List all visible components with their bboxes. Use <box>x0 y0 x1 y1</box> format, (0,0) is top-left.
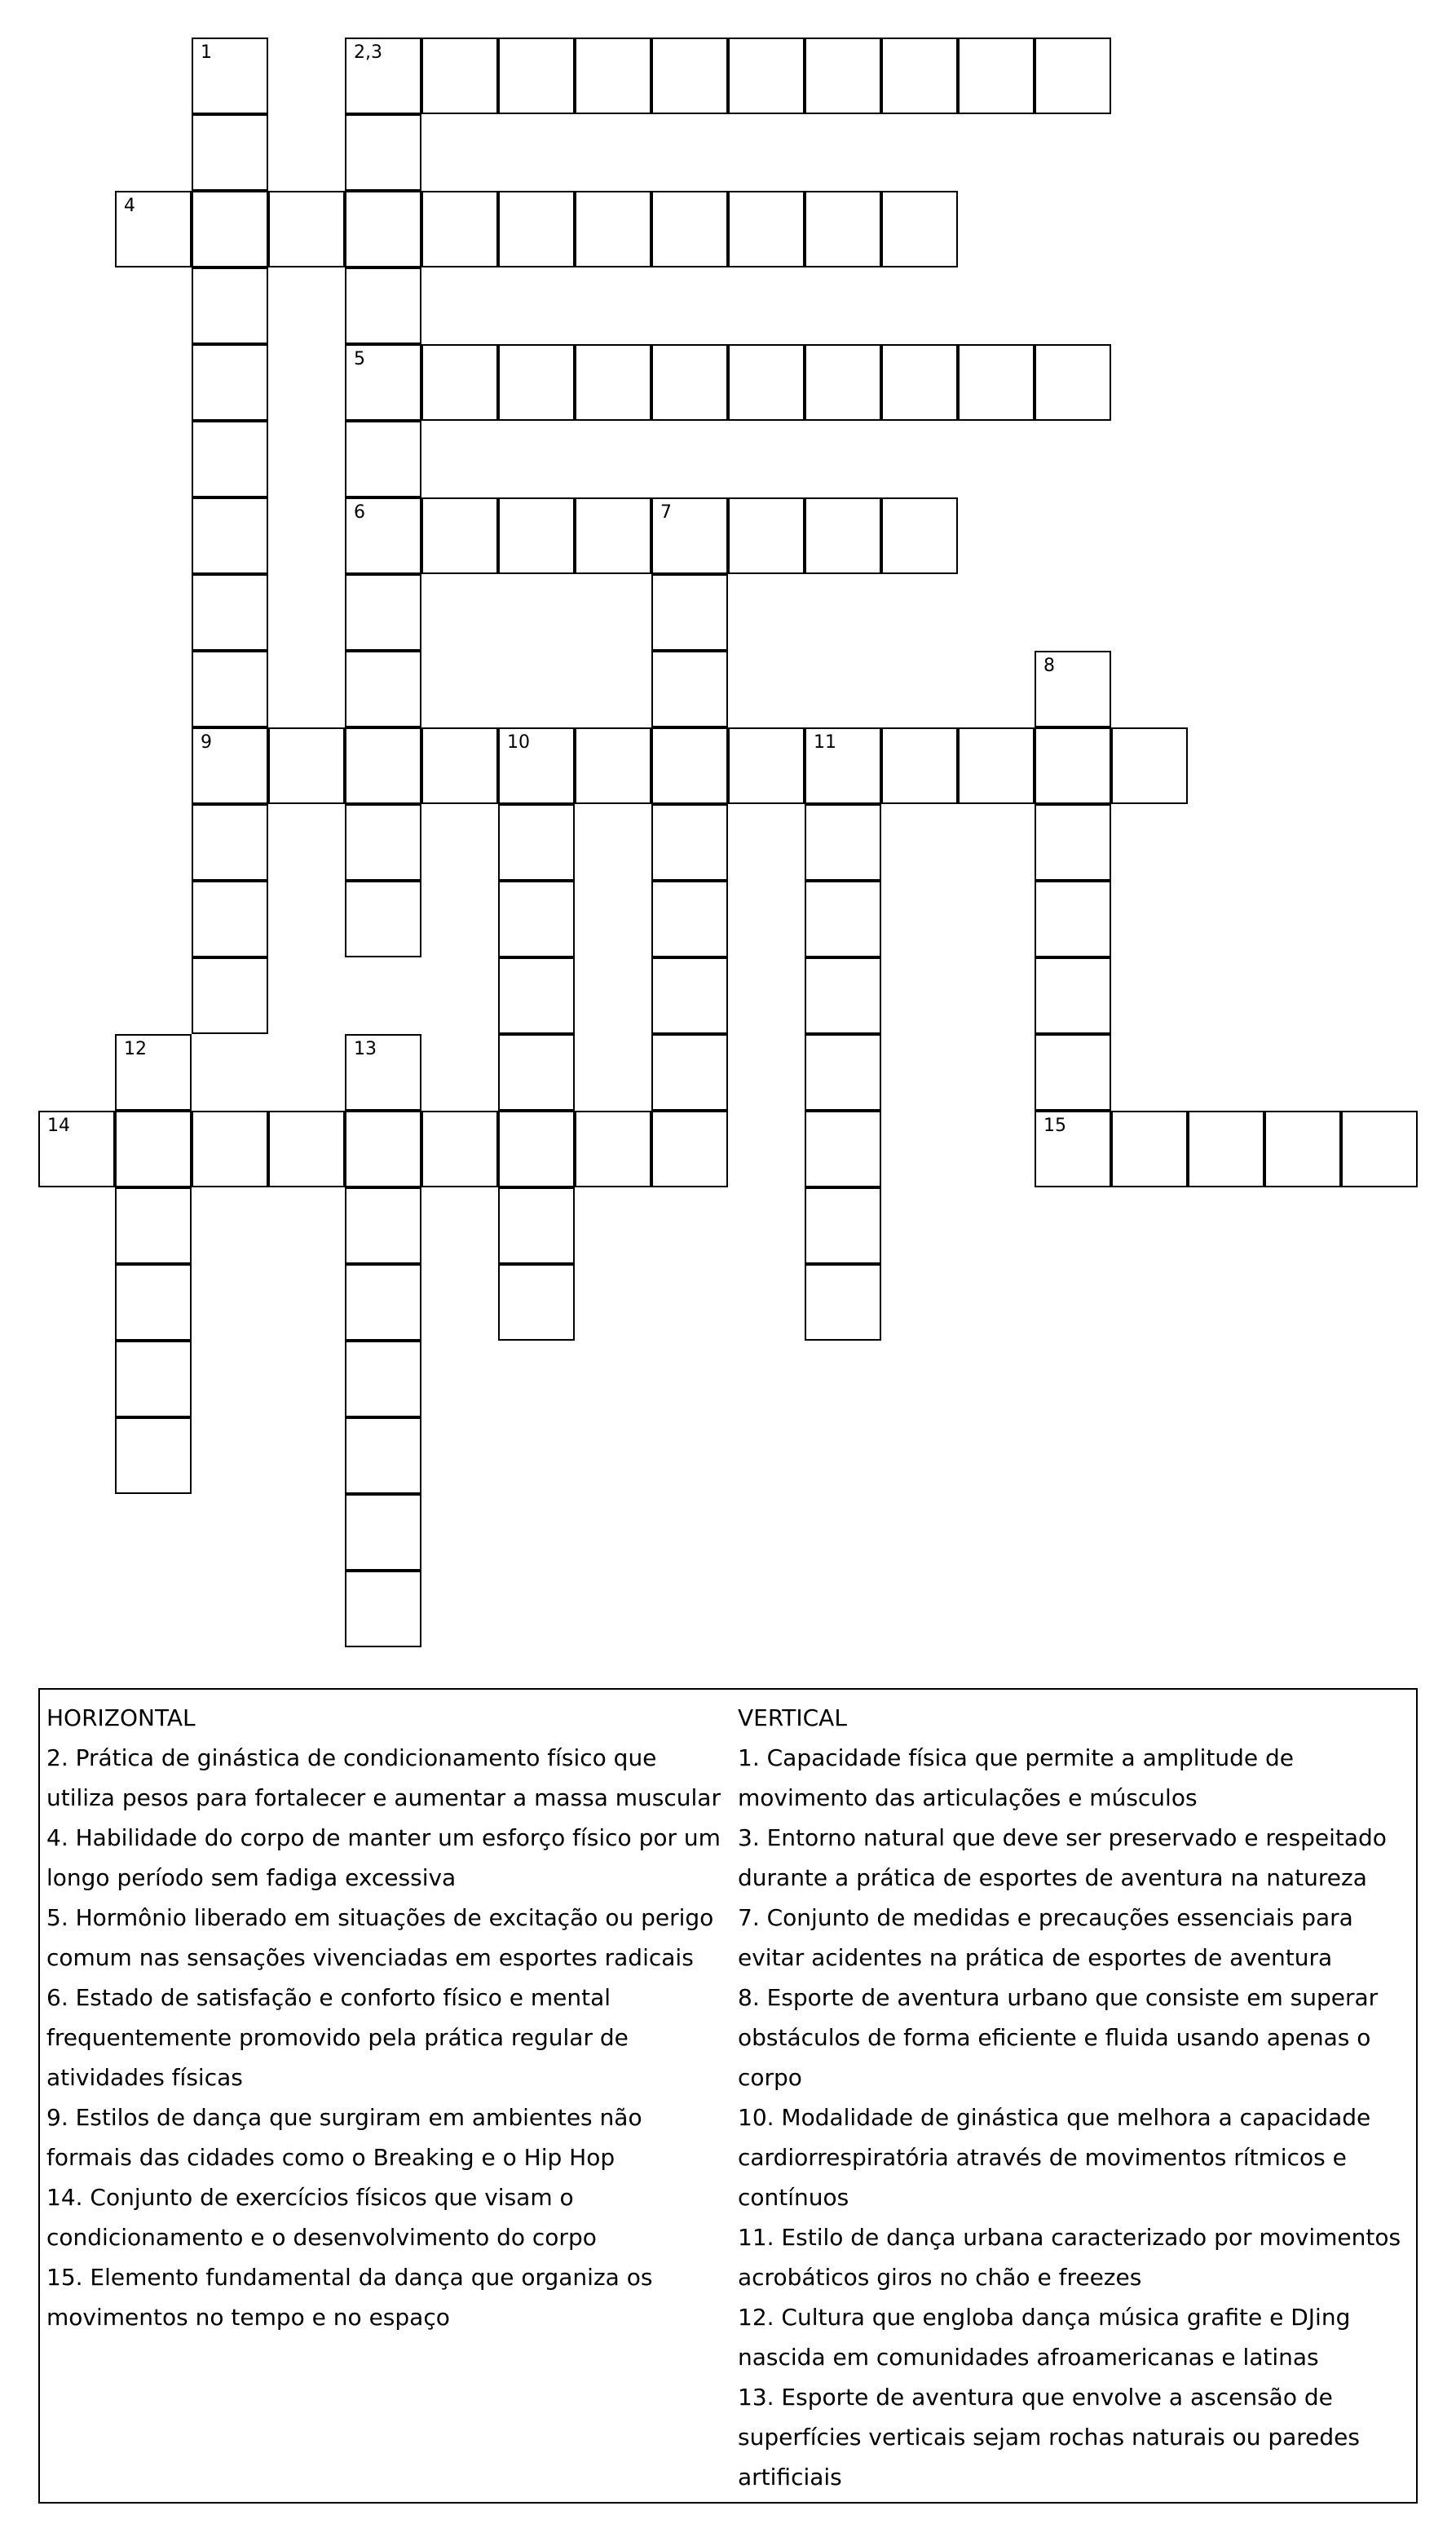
crossword-cell[interactable] <box>575 191 651 267</box>
clue-number: 9 <box>201 732 212 753</box>
crossword-cell[interactable] <box>421 38 498 114</box>
clue-v-13: 13. Esporte de aventura que envolve a ascensão de superfícies verticais sejam rochas naturais ou paredes artificiais <box>738 2384 1360 2491</box>
crossword-cell[interactable] <box>421 727 498 804</box>
crossword-cell[interactable] <box>651 1034 728 1111</box>
crossword-cell[interactable] <box>345 267 421 344</box>
crossword-cell[interactable] <box>1035 1111 1111 1187</box>
crossword-cell[interactable] <box>345 1494 421 1571</box>
clue-h-5: 5. Hormônio liberado em situações de excitação ou perigo comum nas sensações vivenciadas em esportes radicais <box>46 1904 714 1971</box>
crossword-cell[interactable] <box>728 191 805 267</box>
crossword-cell[interactable] <box>1035 1034 1111 1111</box>
crossword-cell[interactable] <box>192 1111 268 1187</box>
crossword-cell[interactable] <box>115 1111 192 1187</box>
clue-v-8: 8. Esporte de aventura urbano que consiste em superar obstáculos de forma eficiente e fluida usando apenas o corpo <box>738 1984 1379 2091</box>
crossword-cell[interactable] <box>192 191 268 267</box>
clue-number: 15 <box>1043 1116 1066 1136</box>
crossword-cell[interactable] <box>575 38 651 114</box>
crossword-cell[interactable] <box>498 727 575 804</box>
crossword-cell[interactable] <box>345 651 421 727</box>
crossword-cell[interactable] <box>421 191 498 267</box>
crossword-cell[interactable] <box>575 1111 651 1187</box>
crossword-cell[interactable] <box>345 1187 421 1264</box>
crossword-cell[interactable] <box>498 497 575 574</box>
crossword-cell[interactable] <box>345 38 421 114</box>
crossword-cell[interactable] <box>651 574 728 651</box>
crossword-cell[interactable] <box>421 344 498 421</box>
crossword-cell[interactable] <box>115 1187 192 1264</box>
clue-number: 6 <box>354 502 365 523</box>
clue-number: 11 <box>814 732 836 753</box>
crossword-cell[interactable] <box>498 881 575 957</box>
crossword-cell[interactable] <box>805 38 881 114</box>
crossword-cell[interactable] <box>192 574 268 651</box>
crossword-cell[interactable] <box>192 651 268 727</box>
crossword-cell[interactable] <box>881 344 958 421</box>
crossword-cell[interactable] <box>192 497 268 574</box>
crossword-cell[interactable] <box>805 497 881 574</box>
clue-h-14: 14. Conjunto de exercícios físicos que visam o condicionamento e o desenvolvimento do corpo <box>46 2184 597 2251</box>
crossword-cell[interactable] <box>651 1111 728 1187</box>
crossword-cell[interactable] <box>1264 1111 1341 1187</box>
crossword-cell[interactable] <box>268 727 345 804</box>
crossword-cell[interactable] <box>498 957 575 1034</box>
crossword-cell[interactable] <box>651 804 728 881</box>
crossword-cell[interactable] <box>881 727 958 804</box>
crossword-cell[interactable] <box>958 727 1035 804</box>
clue-h-9: 9. Estilos de dança que surgiram em ambientes não formais das cidades como o Breaking e o Hip Hop <box>46 2104 642 2171</box>
clue-v-10: 10. Modalidade de ginástica que melhora a capacidade cardiorrespiratória através de movimentos rítmicos e contínuos <box>738 2104 1371 2211</box>
clue-number: 12 <box>124 1039 147 1059</box>
crossword-cell[interactable] <box>651 38 728 114</box>
clue-number: 10 <box>507 732 530 753</box>
crossword-cell[interactable] <box>192 38 268 114</box>
crossword-cell[interactable] <box>1111 727 1188 804</box>
crossword-cell[interactable] <box>498 1111 575 1187</box>
crossword-cell[interactable] <box>115 1417 192 1494</box>
crossword-cell[interactable] <box>498 804 575 881</box>
crossword-cell[interactable] <box>1035 727 1111 804</box>
crossword-cell[interactable] <box>345 421 421 497</box>
crossword-cell[interactable] <box>1035 957 1111 1034</box>
clues-panel <box>38 1688 1418 2504</box>
crossword-cell[interactable] <box>575 344 651 421</box>
crossword-cell[interactable] <box>1035 38 1111 114</box>
crossword-cell[interactable] <box>115 1264 192 1341</box>
clue-number: 14 <box>47 1116 70 1136</box>
crossword-cell[interactable] <box>345 1264 421 1341</box>
crossword-cell[interactable] <box>345 727 421 804</box>
crossword-cell[interactable] <box>345 114 421 191</box>
crossword-cell[interactable] <box>1035 881 1111 957</box>
clue-number: 5 <box>354 349 365 369</box>
crossword-cell[interactable] <box>805 344 881 421</box>
crossword-cell[interactable] <box>958 344 1035 421</box>
crossword-cell[interactable] <box>192 727 268 804</box>
crossword-cell[interactable] <box>192 957 268 1034</box>
clue-h-6: 6. Estado de satisfação e conforto físico e mental frequentemente promovido pela prática regular de atividades físicas <box>46 1984 629 2091</box>
crossword-cell[interactable] <box>192 804 268 881</box>
crossword-cell[interactable] <box>1188 1111 1264 1187</box>
clue-h-2: 2. Prática de ginástica de condicionamento físico que utiliza pesos para fortalecer e aumentar a massa muscular <box>46 1744 721 1811</box>
crossword-cell[interactable] <box>805 191 881 267</box>
crossword-cell[interactable] <box>1111 1111 1188 1187</box>
crossword-cell[interactable] <box>345 1341 421 1417</box>
crossword-cell[interactable] <box>651 497 728 574</box>
crossword-cell[interactable] <box>805 1111 881 1187</box>
crossword-cell[interactable] <box>498 1187 575 1264</box>
crossword-cell[interactable] <box>421 497 498 574</box>
crossword-cell[interactable] <box>498 38 575 114</box>
crossword-cell[interactable] <box>1035 344 1111 421</box>
crossword-cell[interactable] <box>498 1264 575 1341</box>
crossword-cell[interactable] <box>881 38 958 114</box>
crossword-cell[interactable] <box>192 344 268 421</box>
crossword-cell[interactable] <box>345 1417 421 1494</box>
crossword-cell[interactable] <box>115 191 192 267</box>
crossword-cell[interactable] <box>192 421 268 497</box>
crossword-cell[interactable] <box>651 651 728 727</box>
crossword-cell[interactable] <box>958 38 1035 114</box>
clue-v-7: 7. Conjunto de medidas e precauções essenciais para evitar acidentes na prática de esportes de aventura <box>738 1904 1353 1971</box>
crossword-cell[interactable] <box>192 881 268 957</box>
crossword-cell[interactable] <box>805 727 881 804</box>
crossword-cell[interactable] <box>192 114 268 191</box>
crossword-cell[interactable] <box>728 344 805 421</box>
crossword-cell[interactable] <box>1341 1111 1418 1187</box>
clue-v-11: 11. Estilo de dança urbana caracterizado por movimentos acrobáticos giros no chão e freezes <box>738 2224 1401 2291</box>
crossword-cell[interactable] <box>728 727 805 804</box>
crossword-cell[interactable] <box>421 1111 498 1187</box>
crossword-cell[interactable] <box>345 1571 421 1647</box>
crossword-cell[interactable] <box>498 1034 575 1111</box>
clue-h-4: 4. Habilidade do corpo de manter um esforço físico por um longo período sem fadiga excessiva <box>46 1824 721 1891</box>
crossword-cell[interactable] <box>192 267 268 344</box>
crossword-cell[interactable] <box>345 1111 421 1187</box>
crossword-cell[interactable] <box>651 191 728 267</box>
crossword-cell[interactable] <box>345 574 421 651</box>
vertical-clues <box>738 1698 1414 2497</box>
clue-h-15: 15. Elemento fundamental da dança que organiza os movimentos no tempo e no espaço <box>46 2264 653 2331</box>
crossword-cell[interactable] <box>115 1341 192 1417</box>
horizontal-clues <box>46 1698 731 2337</box>
crossword-cell[interactable] <box>651 881 728 957</box>
crossword-cell[interactable] <box>651 727 728 804</box>
crossword-cell[interactable] <box>345 344 421 421</box>
crossword-cell[interactable] <box>575 727 651 804</box>
crossword-cell[interactable] <box>651 957 728 1034</box>
clue-number: 1 <box>201 42 212 63</box>
crossword-cell[interactable] <box>345 191 421 267</box>
crossword-cell[interactable] <box>728 38 805 114</box>
crossword-cell[interactable] <box>1035 804 1111 881</box>
crossword-cell[interactable] <box>345 1034 421 1111</box>
clue-number: 4 <box>124 196 135 216</box>
crossword-cell[interactable] <box>38 1111 115 1187</box>
crossword-cell[interactable] <box>805 881 881 957</box>
crossword-cell[interactable] <box>805 957 881 1034</box>
crossword-cell[interactable] <box>345 497 421 574</box>
clue-number: 2,3 <box>354 42 382 63</box>
clue-v-12: 12. Cultura que engloba dança música grafite e DJing nascida em comunidades afroamericanas e latinas <box>738 2304 1351 2371</box>
crossword-cell[interactable] <box>268 191 345 267</box>
horizontal-heading: HORIZONTAL <box>46 1704 196 1731</box>
clue-number: 7 <box>660 502 672 523</box>
crossword-cell[interactable] <box>345 804 421 881</box>
clue-number: 13 <box>354 1039 377 1059</box>
crossword-cell[interactable] <box>498 191 575 267</box>
clue-v-3: 3. Entorno natural que deve ser preservado e respeitado durante a prática de esportes de aventura na natureza <box>738 1824 1387 1891</box>
crossword-cell[interactable] <box>805 1187 881 1264</box>
vertical-heading: VERTICAL <box>738 1704 847 1731</box>
crossword-cell[interactable] <box>881 497 958 574</box>
crossword-cell[interactable] <box>881 191 958 267</box>
crossword-cell[interactable] <box>115 1034 192 1111</box>
clue-number: 8 <box>1043 656 1055 676</box>
crossword-cell[interactable] <box>268 1111 345 1187</box>
crossword-cell[interactable] <box>345 881 421 957</box>
crossword-cell[interactable] <box>805 1264 881 1341</box>
crossword-cell[interactable] <box>805 804 881 881</box>
crossword-cell[interactable] <box>728 497 805 574</box>
crossword-cell[interactable] <box>1035 651 1111 727</box>
crossword-cell[interactable] <box>575 497 651 574</box>
clue-v-1: 1. Capacidade física que permite a amplitude de movimento das articulações e músculos <box>738 1744 1294 1811</box>
crossword-cell[interactable] <box>805 1034 881 1111</box>
crossword-cell[interactable] <box>498 344 575 421</box>
crossword-cell[interactable] <box>651 344 728 421</box>
